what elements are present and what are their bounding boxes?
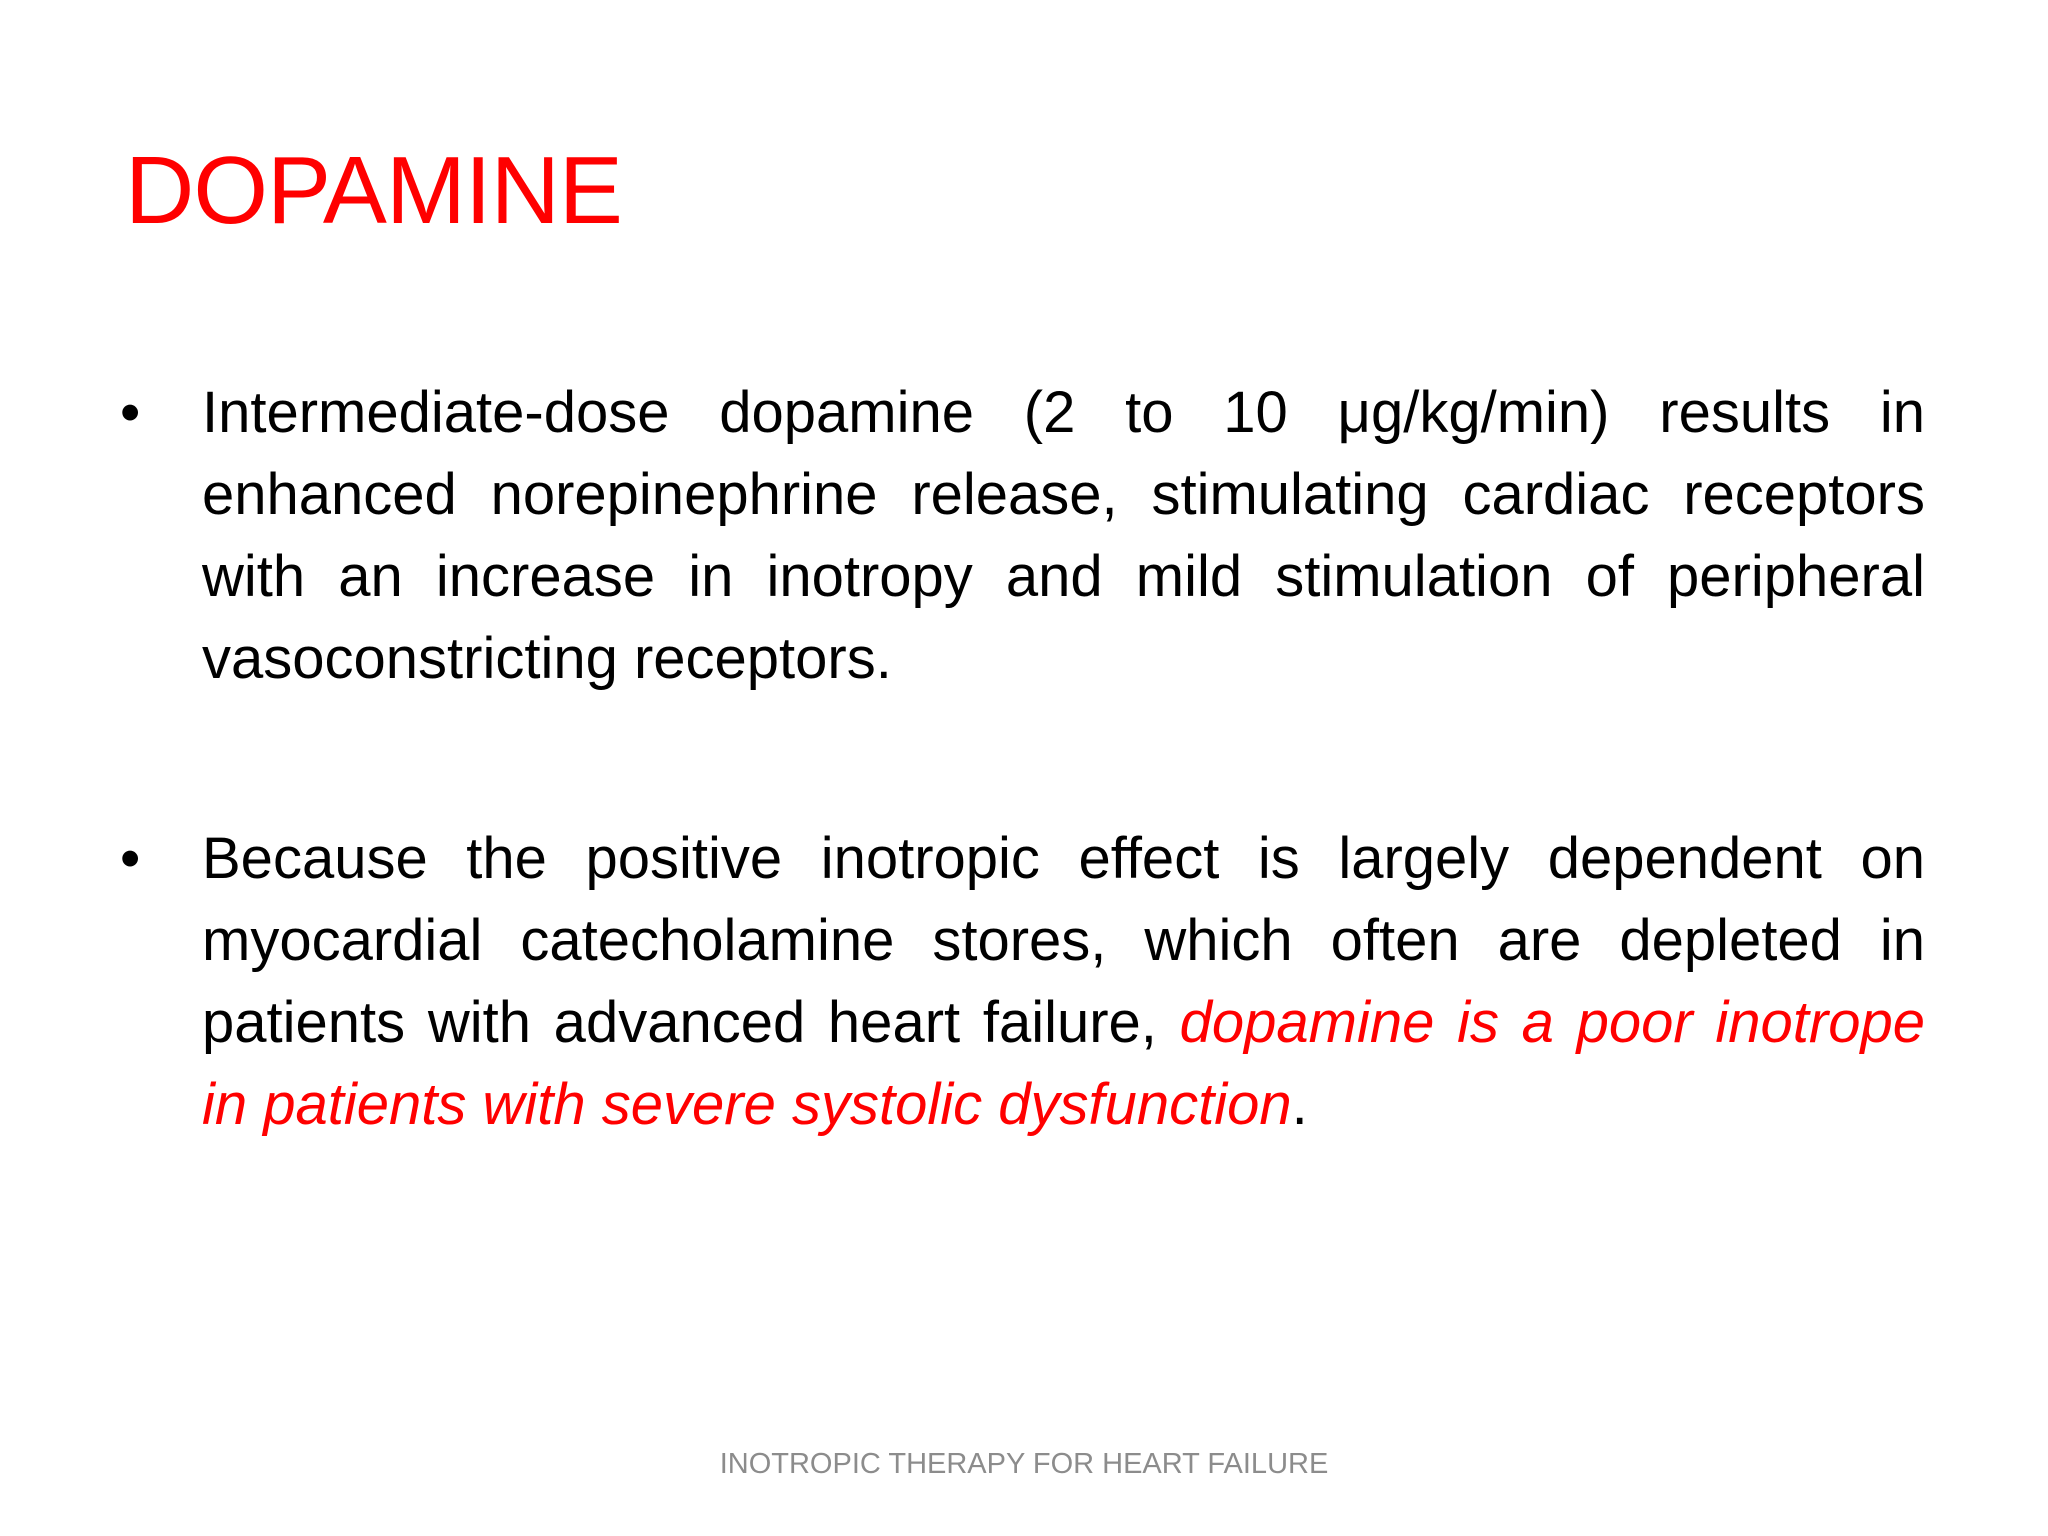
bullet-text: Intermediate-dose dopamine (2 to 10 μg/kg/min) results in enhanced norepinephrine release, stimulating cardiac receptors with an increase in inotropy and mild stimulation of peripheral vasoconstricting receptors.	[202, 380, 1925, 691]
bullet-text-end: .	[1291, 1072, 1308, 1137]
bullet-text: Because the positive inotropic effect is largely dependent on myocardial catecholamine stores, which often are depleted in patients with advanced heart failure,	[202, 826, 1925, 1055]
bullet-item-1	[120, 372, 1925, 700]
bullet-item-2	[120, 818, 1925, 1146]
slide-footer: INOTROPIC THERAPY FOR HEART FAILURE	[719, 1448, 1329, 1480]
bullet-marker: •	[120, 380, 141, 445]
slide-title: DOPAMINE	[125, 137, 622, 244]
bullet-list	[120, 372, 1925, 1264]
bullet-emphasis-text: dopamine is a poor inotrope in patients with severe systolic dysfunction	[202, 990, 1925, 1137]
bullet-marker: •	[120, 826, 141, 891]
